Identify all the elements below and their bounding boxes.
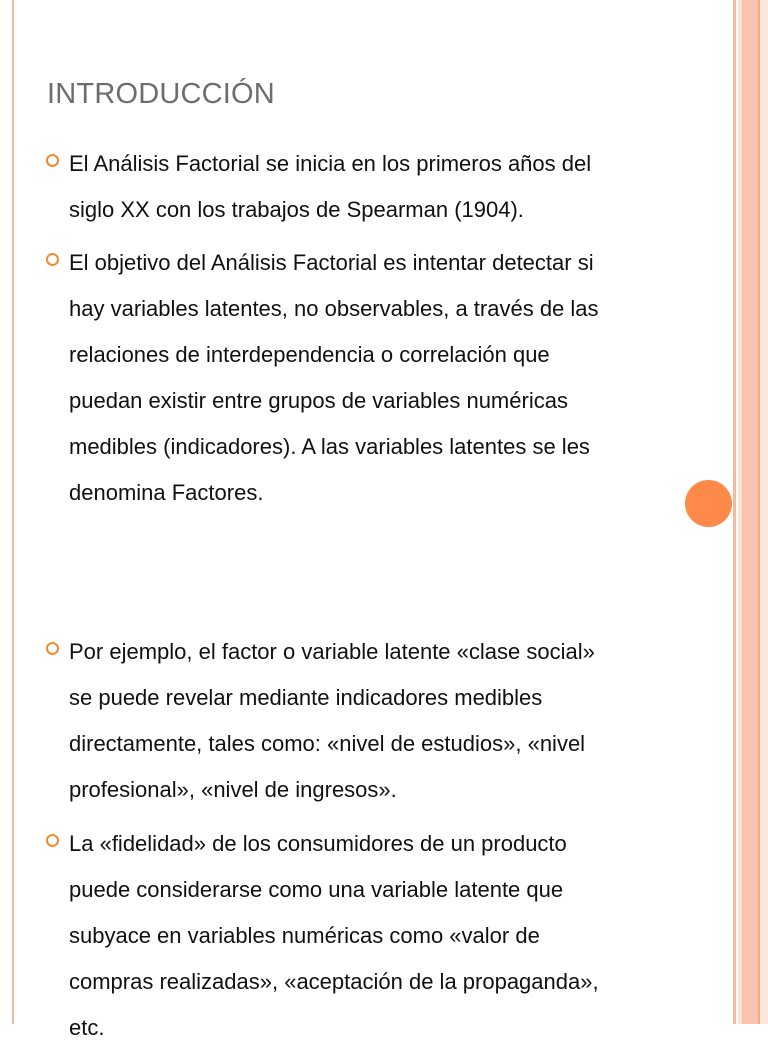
bullet-item	[46, 240, 706, 516]
bullet-line: medibles (indicadores). A las variables latentes se les	[69, 434, 590, 459]
bullet-line: denomina Factores.	[69, 480, 264, 505]
bullet-line: relaciones de interdependencia o correlación que	[69, 342, 550, 367]
right-deco-stripe	[760, 0, 768, 1024]
bullet-line: hay variables latentes, no observables, a través de las	[69, 296, 599, 321]
bullet-item	[46, 821, 706, 1051]
hollow-circle-bullet-icon	[46, 253, 59, 266]
bullet-line: El Análisis Factorial se inicia en los primeros años del	[69, 151, 592, 176]
right-deco-stripe	[742, 0, 758, 1024]
bullet-line: La «fidelidad» de los consumidores de un producto	[69, 831, 567, 856]
bullet-line: etc.	[69, 1015, 105, 1040]
bullet-line: compras realizadas», «aceptación de la propaganda»,	[69, 969, 599, 994]
hollow-circle-bullet-icon	[46, 834, 59, 847]
right-deco-stripe	[733, 0, 736, 1024]
bullet-line: se puede revelar mediante indicadores medibles	[69, 685, 543, 710]
slide-title: INTRODUCCIÓN	[47, 78, 275, 110]
bullet-line: El objetivo del Análisis Factorial es intentar detectar si	[69, 250, 594, 275]
bullet-text	[46, 821, 706, 1051]
bullet-line: puede considerarse como una variable latente que	[69, 877, 564, 902]
bullet-text	[46, 240, 706, 516]
bullet-text	[46, 629, 706, 813]
bullet-item	[46, 141, 706, 233]
hollow-circle-bullet-icon	[46, 154, 59, 167]
bullet-line: puedan existir entre grupos de variables numéricas	[69, 388, 568, 413]
bullet-item	[46, 629, 706, 813]
left-border-line	[12, 0, 14, 1024]
bullet-line: Por ejemplo, el factor o variable latente «clase social»	[69, 639, 595, 664]
bullet-line: siglo XX con los trabajos de Spearman (1904).	[69, 197, 524, 222]
bullet-line: directamente, tales como: «nivel de estudios», «nivel	[69, 731, 586, 756]
bullet-text	[46, 141, 706, 233]
bullet-line: profesional», «nivel de ingresos».	[69, 777, 397, 802]
hollow-circle-bullet-icon	[46, 642, 59, 655]
bullet-line: subyace en variables numéricas como «valor de	[69, 923, 540, 948]
